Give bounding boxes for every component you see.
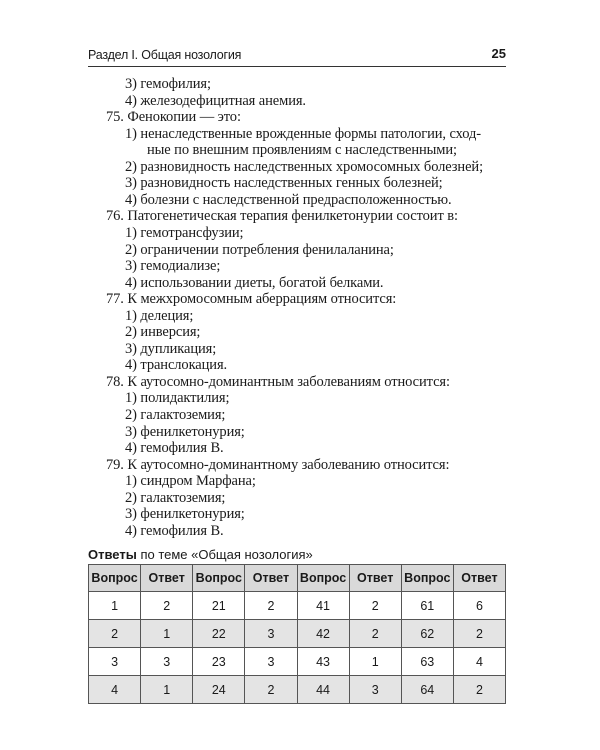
- answer-option: 2) ограничении потребления фенилаланина;: [125, 241, 394, 258]
- question-text: 78. К аутосомно-доминантным заболеваниям относится:: [106, 373, 450, 390]
- table-row: [89, 620, 506, 648]
- table-cell: 1: [349, 648, 401, 676]
- table-cell: 42: [297, 620, 349, 648]
- answer-option: 3) фенилкетонурия;: [125, 423, 245, 440]
- table-cell: 2: [245, 676, 297, 704]
- question-text: 77. К межхромосомным аберрациям относится:: [106, 291, 397, 308]
- answer-option: 4) использовании диеты, богатой белками.: [125, 274, 384, 291]
- answers-title: [88, 547, 313, 562]
- answer-option: 1) синдром Марфана;: [125, 473, 256, 490]
- table-row: [89, 648, 506, 676]
- answers-title-bold: Ответы: [88, 547, 137, 562]
- table-cell: 3: [245, 648, 297, 676]
- table-cell: 2: [245, 592, 297, 620]
- table-cell: 1: [141, 620, 193, 648]
- answer-option: 2) галактоземия;: [125, 489, 226, 506]
- running-header: [88, 46, 506, 66]
- answer-option: 2) разновидность наследственных хромосомных болезней;: [125, 158, 484, 175]
- column-header: Вопрос: [401, 565, 453, 592]
- table-cell: 23: [193, 648, 245, 676]
- table-cell: 2: [349, 592, 401, 620]
- answer-option: 3) разновидность наследственных генных болезней;: [125, 175, 443, 192]
- table-cell: 43: [297, 648, 349, 676]
- table-cell: 2: [89, 620, 141, 648]
- table-cell: 2: [453, 676, 505, 704]
- answer-option: 3) гемофилия;: [125, 76, 211, 92]
- column-header: Ответ: [453, 565, 505, 592]
- answer-option: ные по внешним проявлениям с наследственными;: [147, 142, 457, 159]
- table-cell: 1: [141, 676, 193, 704]
- table-cell: 22: [193, 620, 245, 648]
- table-cell: 1: [89, 592, 141, 620]
- answer-option: 4) гемофилия В.: [125, 522, 224, 539]
- column-header: Ответ: [349, 565, 401, 592]
- table-cell: 41: [297, 592, 349, 620]
- answer-option: 1) делеция;: [125, 307, 194, 324]
- table-cell: 3: [141, 648, 193, 676]
- answers-table: [88, 564, 506, 704]
- table-cell: 61: [401, 592, 453, 620]
- answer-option: 4) болезни с наследственной предрасположенностью.: [125, 191, 452, 208]
- table-cell: 21: [193, 592, 245, 620]
- table-cell: 4: [453, 648, 505, 676]
- answer-option: 2) инверсия;: [125, 324, 201, 341]
- page-number: 25: [491, 46, 506, 61]
- answer-option: 1) ненаследственные врожденные формы патологии, сход-: [125, 125, 481, 142]
- answer-option: 3) дупликация;: [125, 340, 217, 357]
- table-cell: 3: [245, 620, 297, 648]
- table-cell: 62: [401, 620, 453, 648]
- table-cell: 4: [89, 676, 141, 704]
- table-cell: 64: [401, 676, 453, 704]
- answer-option: 1) гемотрансфузии;: [125, 224, 244, 241]
- table-cell: 3: [89, 648, 141, 676]
- column-header: Ответ: [245, 565, 297, 592]
- answer-option: 3) гемодиализе;: [125, 258, 221, 275]
- table-cell: 44: [297, 676, 349, 704]
- answer-option: 2) галактоземия;: [125, 407, 226, 423]
- answer-option: 4) гемофилия В.: [125, 440, 224, 457]
- section-title: Раздел I. Общая нозология: [88, 48, 242, 62]
- table-row: [89, 592, 506, 620]
- table-row: [89, 676, 506, 704]
- table-cell: 2: [453, 620, 505, 648]
- question-text: 76. Патогенетическая терапия фенилкетонурии состоит в:: [106, 208, 458, 225]
- answer-option: 4) железодефицитная анемия.: [125, 92, 306, 109]
- header-rule: [88, 66, 506, 67]
- table-cell: 2: [141, 592, 193, 620]
- column-header: Вопрос: [193, 565, 245, 592]
- answer-option: 3) фенилкетонурия;: [125, 506, 245, 523]
- table-cell: 63: [401, 648, 453, 676]
- table-cell: 2: [349, 620, 401, 648]
- question-text: 79. К аутосомно-доминантному заболеванию относится:: [106, 456, 450, 473]
- table-cell: 6: [453, 592, 505, 620]
- table-cell: 24: [193, 676, 245, 704]
- answer-option: 4) транслокация.: [125, 357, 228, 374]
- answers-header-row: [89, 565, 506, 592]
- answer-option: 1) полидактилия;: [125, 390, 230, 407]
- table-cell: 3: [349, 676, 401, 704]
- answers-title-rest: по теме «Общая нозология»: [136, 547, 313, 562]
- column-header: Ответ: [141, 565, 193, 592]
- column-header: Вопрос: [89, 565, 141, 592]
- question-text: 75. Фенокопии — это:: [106, 109, 241, 126]
- column-header: Вопрос: [297, 565, 349, 592]
